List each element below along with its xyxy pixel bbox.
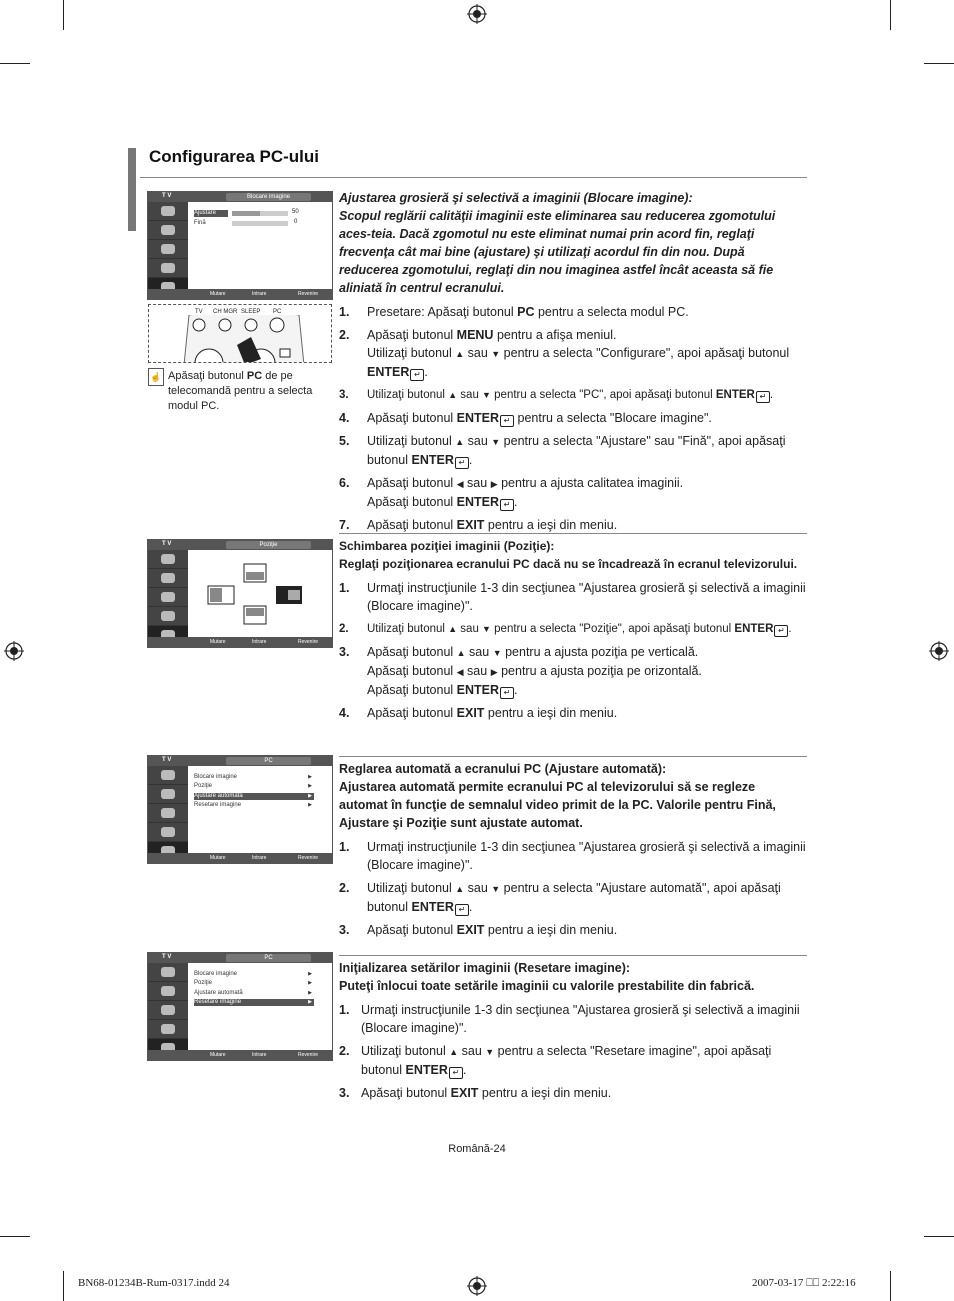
picture-icon: [161, 206, 175, 216]
step: 1. Urmaţi instrucţiunile 1-3 din secţiunea "Ajustarea grosieră şi selectivă a imaginii (Blocare imagine)".: [339, 1003, 800, 1035]
sound-icon: [161, 789, 175, 799]
nav-move: Mutare: [210, 1052, 226, 1058]
ajustare-value: 50: [292, 209, 299, 215]
down-arrow-icon: ▼: [492, 648, 502, 658]
menu-item: Poziţie ▶: [194, 980, 312, 986]
picture-icon: [161, 770, 175, 780]
channel-icon: [161, 244, 175, 254]
menu-title: Poziţie: [226, 541, 311, 549]
step: 2. Utilizaţi butonul ▲ sau ▼ pentru a selecta "Ajustare automată", apoi apăsaţi butonul ENTER ↵ .: [339, 881, 781, 914]
enter-icon: ↵: [774, 625, 788, 637]
menu-item: Ajustare automată ▶: [194, 990, 312, 996]
menu-item-selected: Resetare imagine ▶: [194, 999, 312, 1005]
title-accent-gap: [136, 148, 140, 231]
step: 3. Apăsaţi butonul ▲ sau ▼ pentru a ajusta poziţia pe verticală. Apăsaţi butonul ◀ sau ▶ pentru a ajusta poziţia pe orizontală. Apăsaţi butonul ENTER ↵ .: [339, 645, 702, 697]
sound-icon: [161, 225, 175, 235]
right-arrow-icon: ▶: [490, 479, 498, 489]
menu-tv-label: T V: [162, 757, 172, 763]
enter-icon: ↵: [756, 391, 770, 403]
section-intro: Scopul reglării calităţii imaginii este eliminarea sau reducerea zgomotului aces-teia. Dacă zgomotul nu este eliminat numai prin acord fin, reglaţi frecvenţa cât mai bine (ajustare) şi utilizaţi acordul fin din nou. După reducerea zgomotului, reglaţi din nou imaginea astfel încât aceasta să fie aliniată în centrul ecranului.: [339, 209, 776, 295]
section-intro: Ajustarea automată permite ecranului PC al televizorului să se regleze automat în funcţie de semnalul video primit de la PC. Valorile pentru Fină, Ajustare şi Poziţie sunt ajustate automat.: [339, 780, 776, 830]
remote-label-sleep: SLEEP: [241, 309, 261, 315]
step: 2. Apăsaţi butonul MENU pentru a afişa meniul. Utilizaţi butonul ▲ sau ▼ pentru a selecta "Configurare", apoi apăsaţi butonul ENTER ↵ .: [339, 328, 790, 379]
fina-slider: [232, 221, 288, 226]
menu-item: Poziţie ▶: [194, 783, 312, 789]
enter-icon: ↵: [500, 687, 514, 699]
menu-screenshot-resetare-imagine: [147, 952, 333, 1061]
print-info-right: 2007-03-17 ⎕⎕ 2:22:16: [752, 1277, 856, 1289]
menu-tv-label: T V: [162, 193, 172, 199]
enter-icon: ↵: [410, 369, 424, 381]
section-heading: Iniţializarea setărilor imaginii (Resetare imagine):: [339, 961, 631, 975]
nav-return: Revenire: [298, 1052, 319, 1058]
menu-title: PC: [226, 757, 311, 765]
crop-mark: [890, 0, 891, 30]
step: 3. Apăsaţi butonul EXIT pentru a ieşi din meniu.: [339, 1086, 612, 1100]
remote-note: Apăsaţi butonul PC de pe telecomandă pentru a selecta modul PC.: [168, 370, 313, 412]
nav-move: Mutare: [210, 639, 226, 645]
registration-mark-icon: [4, 641, 24, 661]
crop-mark: [0, 1236, 30, 1237]
channel-icon: [161, 592, 175, 602]
menu-screenshot-blocare: [147, 191, 333, 300]
left-arrow-icon: ◀: [456, 667, 464, 677]
ajustare-slider: [232, 211, 288, 216]
menu-tv-label: T V: [162, 541, 172, 547]
setup-icon: [161, 1024, 175, 1034]
up-arrow-icon: ▲: [448, 390, 458, 400]
setup-icon: [161, 611, 175, 621]
section-heading: Schimbarea poziţiei imaginii (Poziţie):: [339, 539, 555, 553]
down-arrow-icon: ▼: [485, 1047, 495, 1057]
step: 5. Utilizaţi butonul ▲ sau ▼ pentru a selecta "Ajustare" sau "Fină", apoi apăsaţi butonul ENTER ↵ .: [339, 434, 786, 467]
step: 3. Apăsaţi butonul EXIT pentru a ieşi din meniu.: [339, 923, 618, 937]
menu-screenshot-pozitie: [147, 539, 333, 648]
nav-enter: Intrare: [252, 855, 267, 861]
section-intro: Puteţi înlocui toate setările imaginii cu valorile prestabilite din fabrică.: [339, 979, 755, 993]
crop-mark: [924, 63, 954, 64]
sound-icon: [161, 986, 175, 996]
remote-label-pc: PC: [273, 309, 282, 315]
registration-mark-icon: [929, 641, 949, 661]
down-arrow-icon: ▼: [491, 437, 501, 447]
enter-icon: ↵: [455, 904, 469, 916]
page-title: Configurarea PC-ului: [149, 147, 320, 166]
page-number: Română-24: [448, 1143, 506, 1155]
step: 2. Utilizaţi butonul ▲ sau ▼ pentru a selecta "Poziţie", apoi apăsaţi butonul ENTER ↵ .: [339, 623, 792, 635]
setup-icon: [161, 263, 175, 273]
remote-label-chmgr: CH MGR: [213, 309, 238, 315]
picture-icon: [161, 554, 175, 564]
step: 1. Urmaţi instrucţiunile 1-3 din secţiunea "Ajustarea grosieră şi selectivă a imaginii (Blocare imagine)".: [339, 840, 806, 872]
registration-mark-icon: [467, 4, 487, 24]
up-arrow-icon: ▲: [455, 884, 465, 894]
enter-icon: ↵: [500, 415, 514, 427]
step: 2. Utilizaţi butonul ▲ sau ▼ pentru a selecta "Resetare imagine", apoi apăsaţi butonul ENTER ↵ .: [339, 1044, 772, 1077]
nav-enter: Intrare: [252, 1052, 267, 1058]
picture-icon: [161, 967, 175, 977]
section-intro: Reglaţi poziţionarea ecranului PC dacă nu se încadrează în ecranul televizorului.: [339, 557, 798, 571]
menu-tv-label: T V: [162, 954, 172, 960]
hand-note-icon: ☝: [148, 368, 164, 386]
step: 4. Apăsaţi butonul ENTER ↵ pentru a selecta "Blocare imagine".: [339, 411, 712, 425]
left-arrow-icon: ◀: [456, 479, 464, 489]
right-arrow-icon: ▶: [490, 667, 498, 677]
section-pozitie: [339, 537, 807, 727]
nav-return: Revenire: [298, 291, 319, 297]
nav-move: Mutare: [210, 291, 226, 297]
up-arrow-icon: ▲: [455, 349, 465, 359]
up-arrow-icon: ▲: [449, 1047, 459, 1057]
step: 3. Utilizaţi butonul ▲ sau ▼ pentru a selecta "PC", apoi apăsaţi butonul ENTER ↵ .: [339, 389, 774, 401]
crop-mark: [0, 63, 30, 64]
menu-item-ajustare: Ajustare: [194, 210, 228, 217]
registration-mark-icon: [467, 1276, 487, 1296]
section-blocare-imagine: [339, 189, 807, 539]
sound-icon: [161, 573, 175, 583]
section-heading: Ajustarea grosieră şi selectivă a imaginii (Blocare imagine):: [339, 191, 693, 205]
down-arrow-icon: ▼: [491, 884, 501, 894]
section-resetare-imagine: [339, 959, 807, 1107]
channel-icon: [161, 1005, 175, 1015]
nav-enter: Intrare: [252, 639, 267, 645]
step: 1. Urmaţi instrucţiunile 1-3 din secţiunea "Ajustarea grosieră şi selectivă a imaginii (Blocare imagine)".: [339, 581, 806, 613]
step: 6. Apăsaţi butonul ◀ sau ▶ pentru a ajusta calitatea imaginii. Apăsaţi butonul ENTER ↵ .: [339, 476, 684, 509]
section-ajustare-automata: [339, 760, 807, 944]
menu-title: PC: [226, 954, 311, 962]
step: 4. Apăsaţi butonul EXIT pentru a ieşi din meniu.: [339, 706, 618, 720]
menu-item-fina: Fină: [194, 220, 206, 226]
up-arrow-icon: ▲: [456, 648, 466, 658]
crop-mark: [63, 0, 64, 30]
enter-icon: ↵: [500, 499, 514, 511]
crop-mark: [924, 1236, 954, 1237]
crop-mark: [63, 1271, 64, 1301]
remote-illustration: [148, 304, 332, 363]
menu-item: Blocare imagine ▶: [194, 774, 312, 780]
section-heading: Reglarea automată a ecranului PC (Ajustare automată):: [339, 762, 667, 776]
channel-icon: [161, 808, 175, 818]
down-arrow-icon: ▼: [491, 349, 501, 359]
remote-buttons-icon: [179, 315, 309, 363]
down-arrow-icon: ▼: [482, 390, 491, 400]
print-info-left: BN68-01234B-Rum-0317.indd 24: [78, 1277, 230, 1289]
nav-move: Mutare: [210, 855, 226, 861]
up-arrow-icon: ▲: [448, 624, 458, 634]
nav-enter: Intrare: [252, 291, 267, 297]
down-arrow-icon: ▼: [482, 624, 491, 634]
title-rule: [140, 177, 807, 178]
nav-return: Revenire: [298, 855, 319, 861]
enter-icon: ↵: [455, 457, 469, 469]
position-arrows-icon: [188, 550, 332, 637]
remote-label-tv: TV: [195, 309, 203, 315]
fina-value: 0: [294, 219, 298, 225]
enter-icon: ↵: [449, 1067, 463, 1079]
menu-screenshot-ajustare-automata: [147, 755, 333, 864]
menu-item: Resetare imagine ▶: [194, 802, 312, 808]
step: 1. Presetare: Apăsaţi butonul PC pentru a selecta modul PC.: [339, 305, 689, 319]
nav-return: Revenire: [298, 639, 319, 645]
menu-title: Blocare imagine: [226, 193, 311, 201]
setup-icon: [161, 827, 175, 837]
menu-item: Blocare imagine ▶: [194, 971, 312, 977]
crop-mark: [890, 1271, 891, 1301]
step: 7. Apăsaţi butonul EXIT pentru a ieşi din meniu.: [339, 518, 618, 532]
up-arrow-icon: ▲: [455, 437, 465, 447]
menu-item-selected: Ajustare automată ▶: [194, 793, 312, 799]
